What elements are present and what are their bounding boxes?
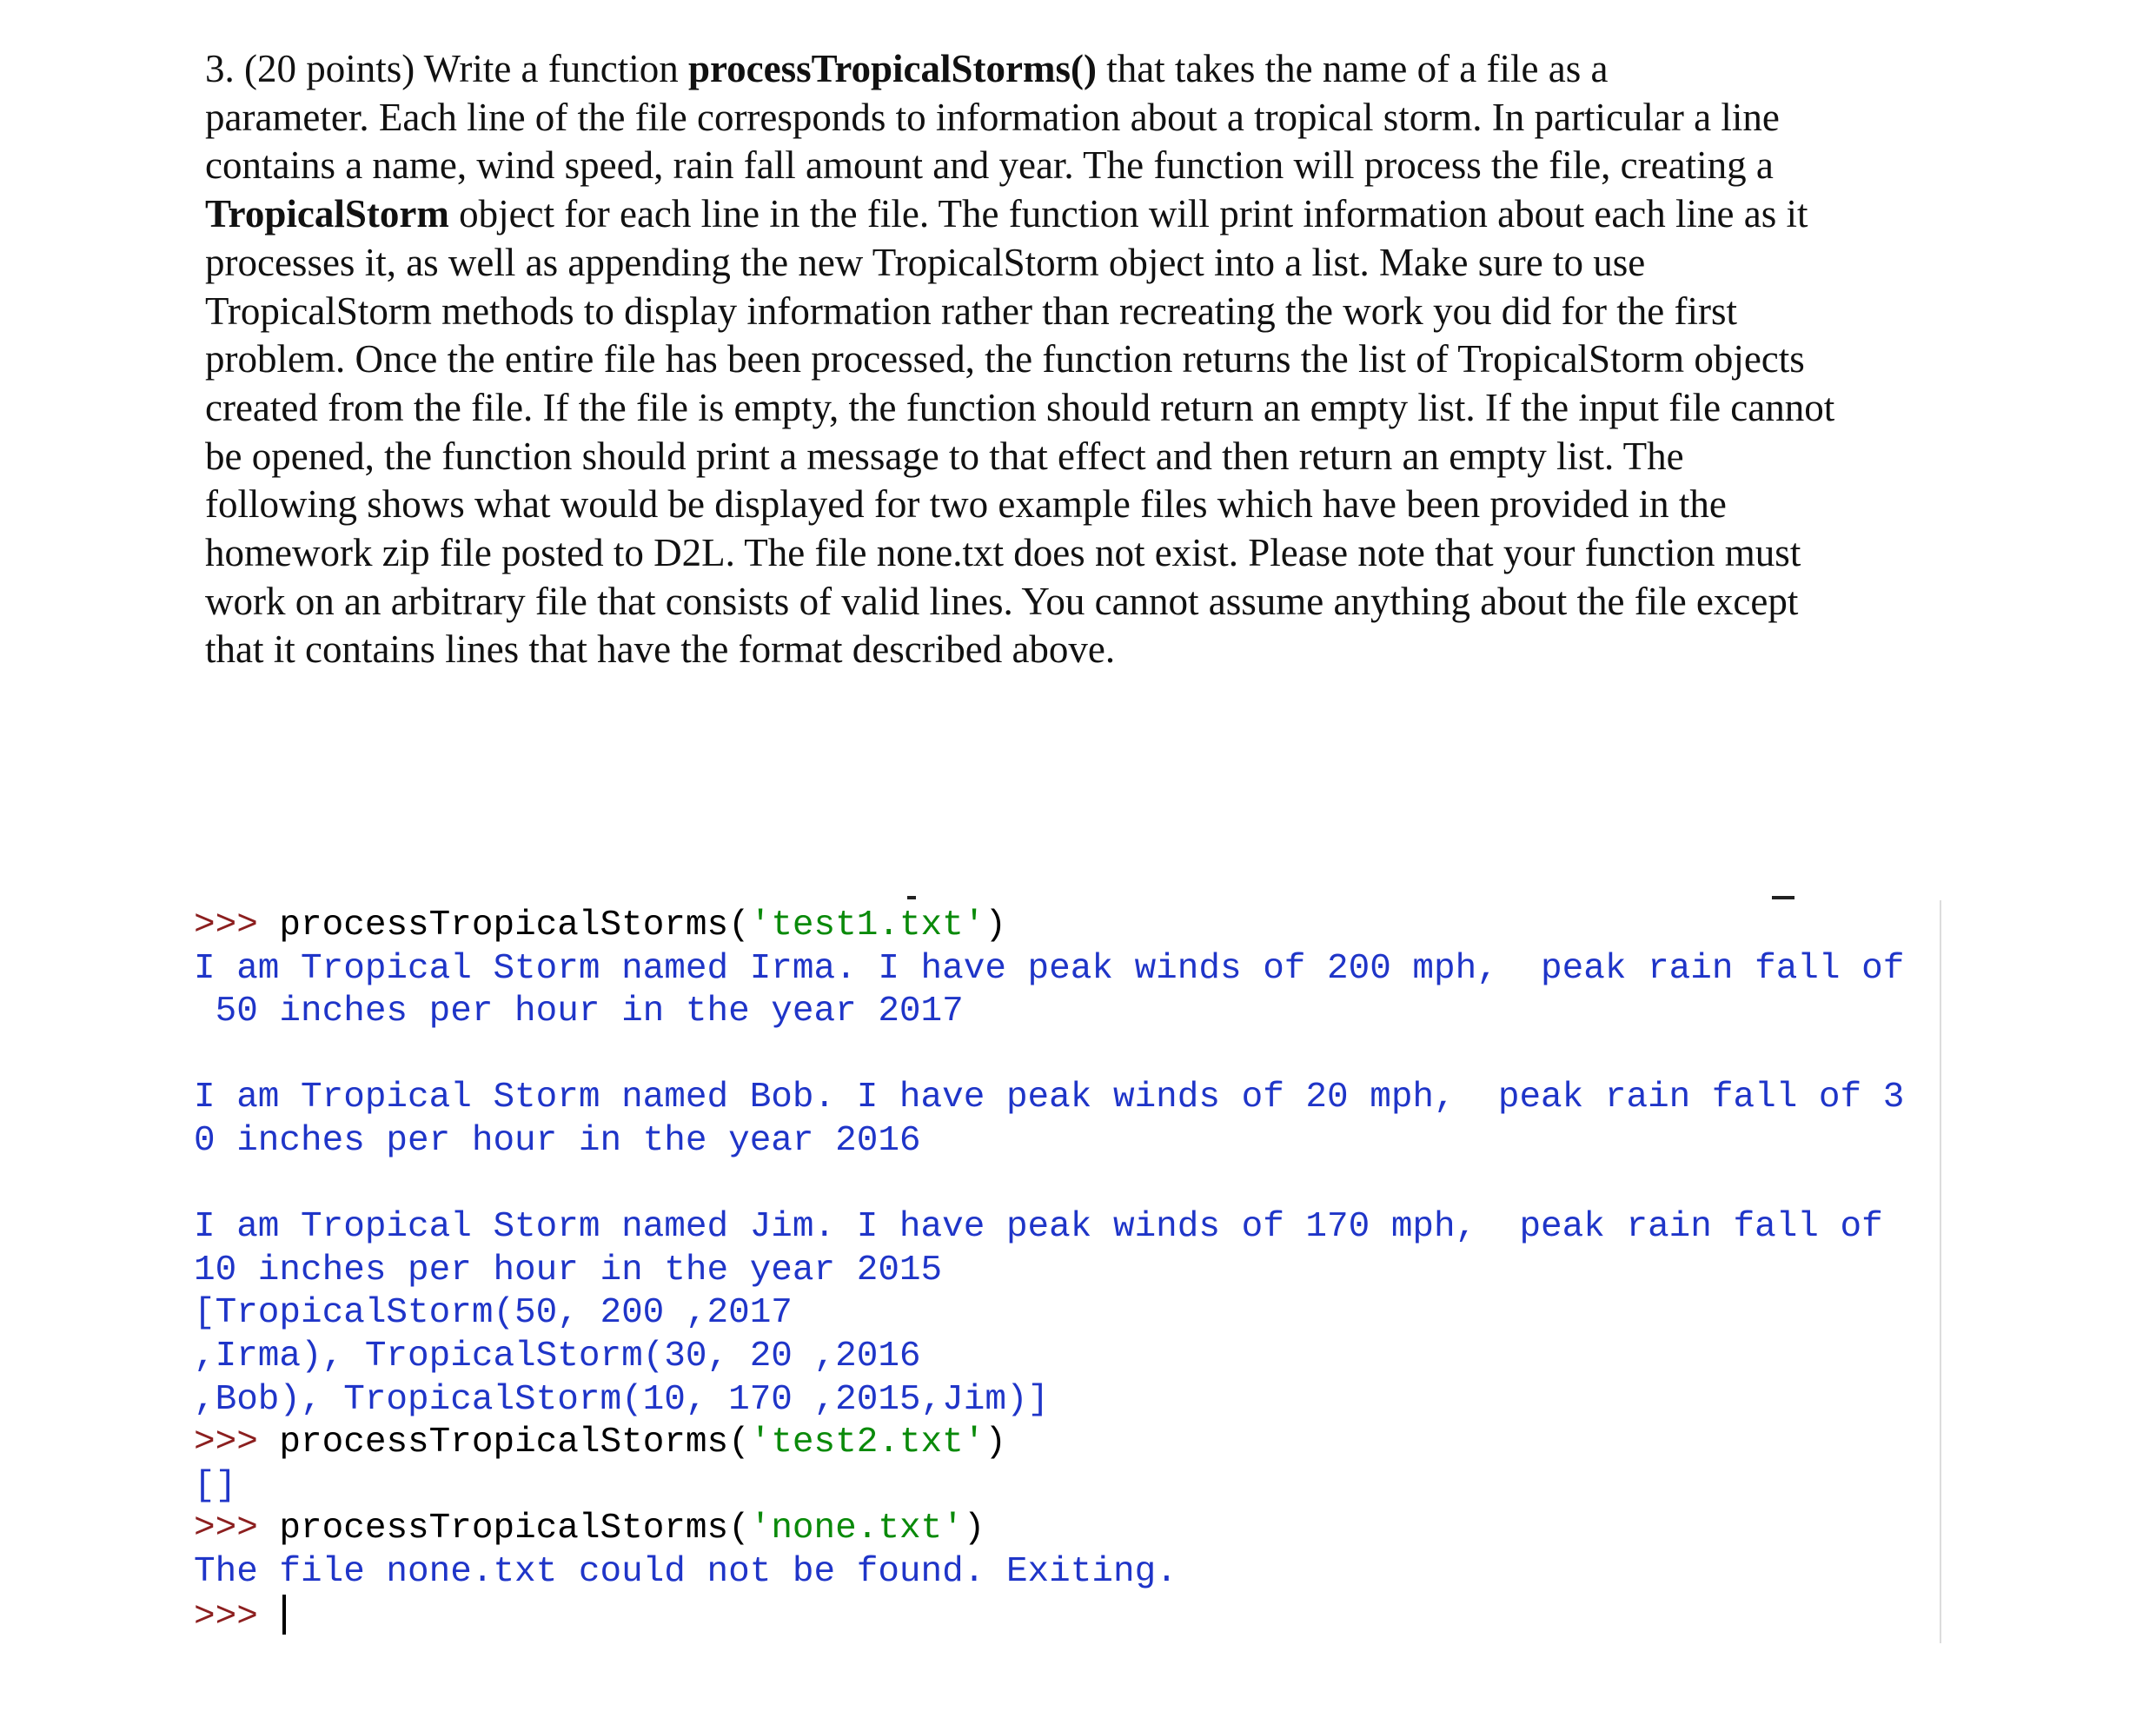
shell-command-line: [194, 1508, 1904, 1551]
function-call: processTropicalStorms(: [279, 1509, 750, 1549]
text-cursor[interactable]: [282, 1595, 286, 1635]
function-call-close: ): [985, 905, 1006, 945]
shell-error-message: The file none.txt could not be found. Exiting.: [194, 1551, 1178, 1592]
shell-output-line: I am Tropical Storm named Irma. I have peak winds of 200 mph, peak rain fall of: [194, 948, 1905, 989]
shell-prompt: >>>: [194, 1423, 280, 1463]
shell-return-value: ,Irma), TropicalStorm(30, 20 ,2016: [194, 1336, 921, 1376]
problem-line: contains a name, wind speed, rain fall amount and year. The function will process the file, creating a: [205, 143, 1774, 188]
shell-output-line: 0 inches per hour in the year 2016: [194, 1120, 921, 1161]
string-argument: 'test2.txt': [749, 1423, 985, 1463]
shell-output-line: 50 inches per hour in the year 2017: [194, 992, 964, 1032]
console-edge: [1940, 900, 1941, 1643]
crop-mark: [1772, 896, 1794, 899]
shell-prompt: >>>: [194, 1509, 280, 1549]
function-call-close: ): [963, 1509, 985, 1549]
problem-line: problem. Once the entire file has been processed, the function returns the list of TropicalStorm objects: [205, 337, 1805, 381]
problem-line: processes it, as well as appending the new TropicalStorm object into a list. Make sure to use: [205, 240, 1646, 284]
problem-text: object for each line in the file. The function will print information about each line as it: [448, 192, 1808, 236]
class-name: TropicalStorm: [205, 192, 449, 236]
shell-return-value: []: [194, 1465, 237, 1506]
problem-text: 3. (20 points) Write a function: [205, 47, 688, 90]
shell-output-line: 10 inches per hour in the year 2015: [194, 1250, 943, 1290]
problem-line: TropicalStorm methods to display information rather than recreating the work you did for the first: [205, 289, 1737, 333]
shell-output-line: I am Tropical Storm named Bob. I have peak winds of 20 mph, peak rain fall of 3: [194, 1078, 1905, 1118]
problem-statement: [205, 45, 1995, 674]
problem-line: [205, 45, 1995, 94]
problem-line: following shows what would be displayed for two example files which have been provided in the: [205, 482, 1727, 527]
problem-line: that it contains lines that have the format described above.: [205, 627, 1116, 672]
blank-line: [194, 1034, 1904, 1078]
function-name: processTropicalStorms(): [688, 47, 1097, 90]
shell-prompt: >>>: [194, 905, 280, 945]
problem-line: [205, 190, 1995, 239]
shell-output-line: I am Tropical Storm named Jim. I have peak winds of 170 mph, peak rain fall of: [194, 1207, 1883, 1248]
string-argument: 'none.txt': [749, 1509, 964, 1549]
string-argument: 'test1.txt': [749, 905, 985, 945]
shell-input-line[interactable]: [194, 1595, 1904, 1638]
function-call-close: ): [985, 1423, 1006, 1463]
function-call: processTropicalStorms(: [279, 1423, 750, 1463]
shell-prompt: >>>: [194, 1596, 280, 1637]
problem-line: parameter. Each line of the file corresponds to information about a tropical storm. In particular a line: [205, 95, 1780, 139]
shell-command-line: [194, 1422, 1904, 1465]
blank-line: [194, 1164, 1904, 1207]
problem-line: work on an arbitrary file that consists of valid lines. You cannot assume anything about the file except: [205, 579, 1799, 623]
problem-text: that takes the name of a file as a: [1096, 47, 1609, 90]
shell-return-value: ,Bob), TropicalStorm(10, 170 ,2015,Jim)]: [194, 1379, 1050, 1420]
problem-line: be opened, the function should print a message to that effect and then return an empty list. The: [205, 434, 1684, 478]
shell-command-line: [194, 905, 1904, 948]
function-call: processTropicalStorms(: [279, 905, 750, 945]
problem-line: homework zip file posted to D2L. The file none.txt does not exist. Please note that your function must: [205, 531, 1801, 575]
shell-return-value: [TropicalStorm(50, 200 ,2017: [194, 1293, 793, 1334]
problem-line: created from the file. If the file is empty, the function should return an empty list. If the input file cannot: [205, 385, 1835, 429]
crop-mark: [907, 896, 916, 899]
python-shell-output[interactable]: [194, 905, 1904, 1637]
